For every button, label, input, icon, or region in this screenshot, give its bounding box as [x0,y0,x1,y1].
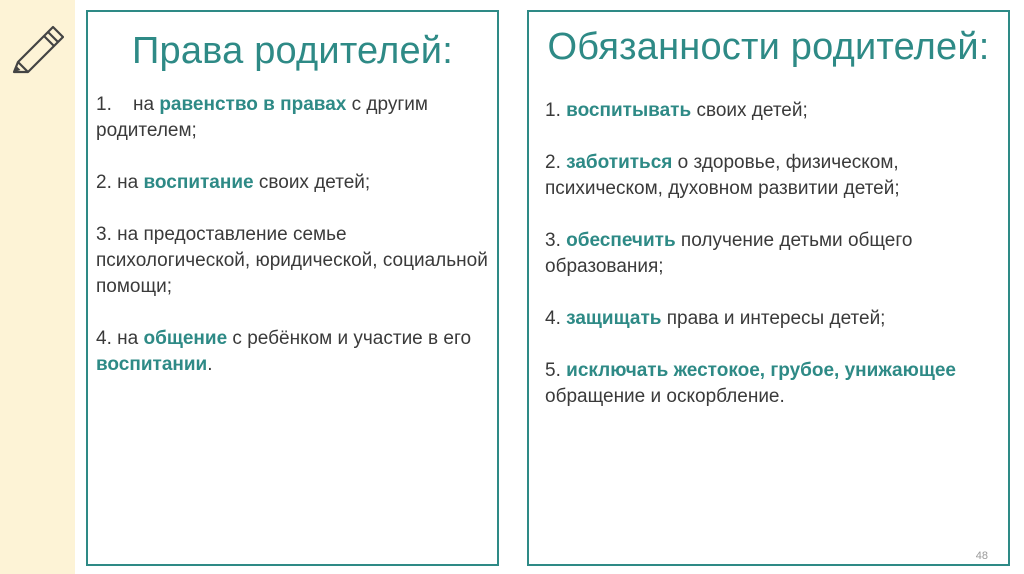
list-item: 2. заботиться о здоровье, физическом, психическом, духовном развитии детей; [545,152,900,199]
list-item: 5. исключать жестокое, грубое, унижающее обращение и оскорбление. [545,360,957,407]
list-item: 3. на предоставление семье психологической, юридической, социальной помощи; [96,224,488,297]
duties-list [545,98,995,436]
list-item: 3. обеспечить получение детьми общего образования; [545,230,913,277]
duties-panel [527,10,1010,566]
pencil-icon [8,14,64,74]
rights-list [96,92,496,404]
list-item: 4. на общение с ребёнком и участие в его воспитании. [96,328,472,375]
rights-panel [86,10,499,566]
duties-title: Обязанности родителей: [547,26,990,68]
list-item: 1. воспитывать своих детей; [545,100,808,121]
list-item: 4. защищать права и интересы детей; [545,308,886,329]
list-item: 2. на воспитание своих детей; [96,172,371,193]
page-number: 48 [975,550,988,562]
side-strip [0,0,75,574]
rights-title: Права родителей: [131,30,453,72]
list-item: 1. на равенство в правах с другим родителем; [96,94,428,141]
